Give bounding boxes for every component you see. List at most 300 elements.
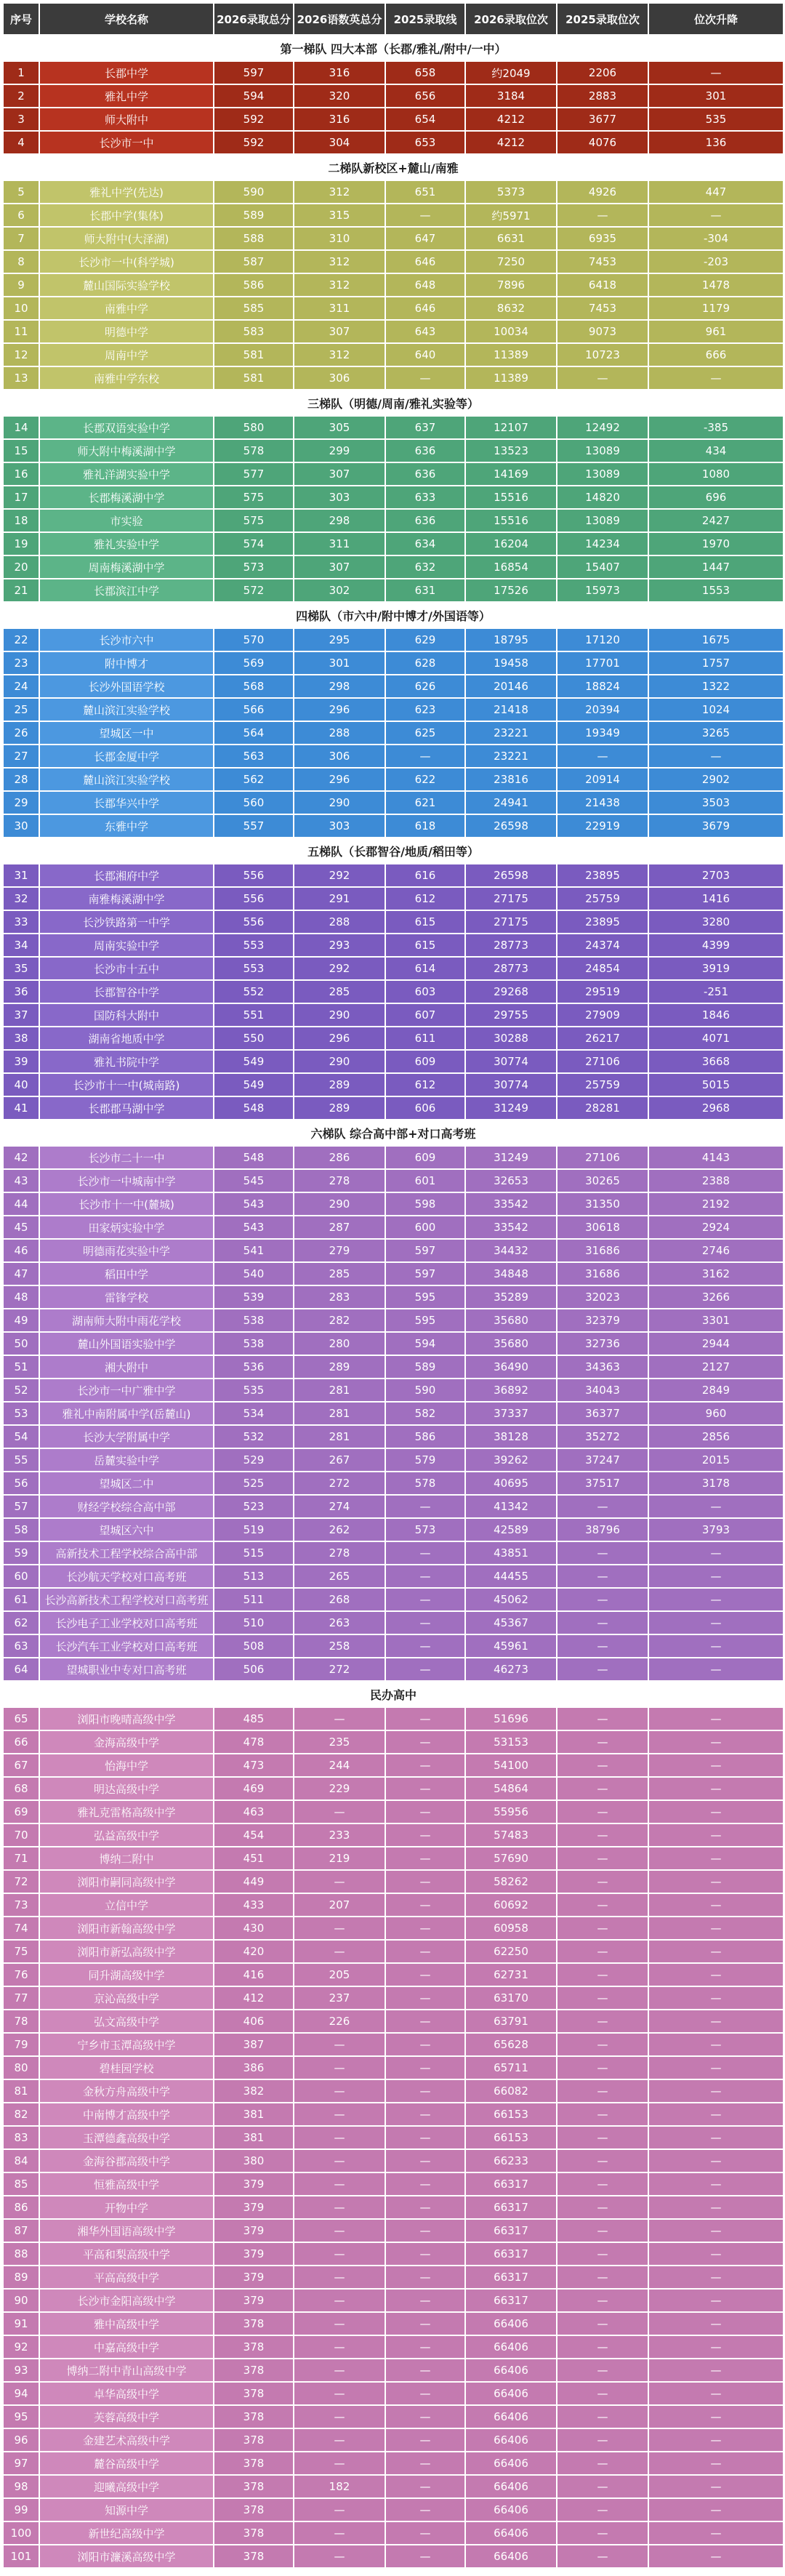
cell-cutoff-2025: — <box>385 2079 465 2103</box>
section-title: 四梯队（市六中/附中博才/外国语等） <box>3 602 784 628</box>
cell-rank-2026: 40695 <box>465 1472 557 1495</box>
cell-cutoff-2025: 607 <box>385 1003 465 1027</box>
cell-core-total-2026: 298 <box>294 509 385 532</box>
cell-core-total-2026: 274 <box>294 1495 385 1518</box>
cell-cutoff-2025: — <box>385 2103 465 2126</box>
cell-core-total-2026: 287 <box>294 1216 385 1239</box>
cell-core-total-2026: 292 <box>294 864 385 887</box>
cell-rank-2025: 2206 <box>557 61 648 84</box>
table-row <box>3 273 784 297</box>
cell-core-total-2026: 296 <box>294 1027 385 1050</box>
cell-rank-2026: 54864 <box>465 1777 557 1800</box>
cell-cutoff-2025: — <box>385 2219 465 2242</box>
cell-core-total-2026: 290 <box>294 791 385 814</box>
cell-cutoff-2025: — <box>385 2010 465 2033</box>
cell-core-total-2026: 315 <box>294 204 385 227</box>
cell-rank-2025: — <box>557 2428 648 2452</box>
cell-school-name: 长郡智谷中学 <box>39 980 214 1003</box>
cell-index: 8 <box>3 250 39 273</box>
table-row <box>3 84 784 108</box>
cell-core-total-2026: 272 <box>294 1658 385 1681</box>
cell-school-name: 雅礼中南附属中学(岳麓山) <box>39 1402 214 1425</box>
cell-core-total-2026: — <box>294 2382 385 2405</box>
cell-school-name: 雅礼中学 <box>39 84 214 108</box>
cell-rank-2025: 18824 <box>557 675 648 698</box>
cell-rank-2026: 30288 <box>465 1027 557 1050</box>
cell-total-2026: 378 <box>214 2405 294 2428</box>
cell-rank-2025: 21438 <box>557 791 648 814</box>
table-row <box>3 1541 784 1565</box>
cell-total-2026: 592 <box>214 131 294 154</box>
cell-rank-change: — <box>648 1986 784 2010</box>
cell-school-name: 雅礼洋湖实验中学 <box>39 462 214 486</box>
table-row <box>3 698 784 721</box>
cell-rank-2026: 66406 <box>465 2359 557 2382</box>
cell-rank-change: 2015 <box>648 1448 784 1472</box>
cell-rank-change: — <box>648 1800 784 1823</box>
cell-rank-2025: 10723 <box>557 343 648 366</box>
cell-index: 98 <box>3 2475 39 2498</box>
header-cell-total-2026: 2026录取总分 <box>214 3 294 35</box>
cell-core-total-2026: 303 <box>294 814 385 838</box>
cell-total-2026: 549 <box>214 1050 294 1073</box>
cell-rank-change: — <box>648 2056 784 2079</box>
cell-rank-2025: 13089 <box>557 462 648 486</box>
cell-rank-change: — <box>648 2521 784 2545</box>
cell-index: 21 <box>3 579 39 602</box>
cell-core-total-2026: 293 <box>294 934 385 957</box>
cell-total-2026: 379 <box>214 2242 294 2266</box>
cell-total-2026: 416 <box>214 1963 294 1986</box>
cell-index: 16 <box>3 462 39 486</box>
cell-index: 47 <box>3 1262 39 1285</box>
cell-index: 13 <box>3 366 39 390</box>
table-row <box>3 1823 784 1847</box>
cell-index: 18 <box>3 509 39 532</box>
cell-core-total-2026: 285 <box>294 1262 385 1285</box>
cell-rank-change: — <box>648 2196 784 2219</box>
cell-rank-2026: 41342 <box>465 1495 557 1518</box>
cell-core-total-2026: — <box>294 2079 385 2103</box>
cell-cutoff-2025: 636 <box>385 509 465 532</box>
table-row <box>3 1216 784 1239</box>
table-row <box>3 250 784 273</box>
cell-rank-change: — <box>648 1823 784 1847</box>
table-row <box>3 2126 784 2149</box>
cell-index: 4 <box>3 131 39 154</box>
cell-rank-change: -385 <box>648 416 784 439</box>
cell-cutoff-2025: — <box>385 2359 465 2382</box>
cell-cutoff-2025: — <box>385 2056 465 2079</box>
cell-rank-2026: 29755 <box>465 1003 557 1027</box>
cell-index: 44 <box>3 1192 39 1216</box>
cell-total-2026: 406 <box>214 2010 294 2033</box>
cell-school-name: 东雅中学 <box>39 814 214 838</box>
cell-rank-2025: — <box>557 2312 648 2335</box>
cell-cutoff-2025: 590 <box>385 1379 465 1402</box>
cell-cutoff-2025: 632 <box>385 555 465 579</box>
table-row <box>3 1730 784 1754</box>
header-row <box>3 3 784 35</box>
cell-rank-change: 3301 <box>648 1309 784 1332</box>
cell-rank-2026: 66406 <box>465 2452 557 2475</box>
cell-cutoff-2025: 631 <box>385 579 465 602</box>
cell-total-2026: 378 <box>214 2452 294 2475</box>
cell-rank-change: — <box>648 1541 784 1565</box>
cell-school-name: 南雅中学 <box>39 297 214 320</box>
cell-index: 34 <box>3 934 39 957</box>
cell-rank-change: — <box>648 1917 784 1940</box>
cell-core-total-2026: 307 <box>294 462 385 486</box>
cell-rank-2026: 11389 <box>465 343 557 366</box>
cell-total-2026: 469 <box>214 1777 294 1800</box>
table-row <box>3 2545 784 2568</box>
cell-rank-2025: — <box>557 2475 648 2498</box>
cell-cutoff-2025: 640 <box>385 343 465 366</box>
cell-cutoff-2025: 633 <box>385 486 465 509</box>
cell-rank-2026: 30774 <box>465 1073 557 1096</box>
cell-total-2026: 564 <box>214 721 294 745</box>
cell-total-2026: 563 <box>214 745 294 768</box>
table-row <box>3 2382 784 2405</box>
cell-rank-2025: 9073 <box>557 320 648 343</box>
cell-total-2026: 580 <box>214 416 294 439</box>
cell-school-name: 长沙航天学校对口高考班 <box>39 1565 214 1588</box>
cell-rank-2026: 66406 <box>465 2335 557 2359</box>
cell-index: 46 <box>3 1239 39 1262</box>
cell-total-2026: 573 <box>214 555 294 579</box>
cell-index: 32 <box>3 887 39 910</box>
cell-index: 88 <box>3 2242 39 2266</box>
cell-school-name: 国防科大附中 <box>39 1003 214 1027</box>
cell-cutoff-2025: 609 <box>385 1050 465 1073</box>
cell-school-name: 明德雨花实验中学 <box>39 1239 214 1262</box>
cell-rank-2025: — <box>557 1800 648 1823</box>
cell-core-total-2026: 229 <box>294 1777 385 1800</box>
cell-rank-change: — <box>648 1940 784 1963</box>
cell-rank-2026: 27175 <box>465 910 557 934</box>
cell-index: 31 <box>3 864 39 887</box>
cell-school-name: 长沙市金阳高级中学 <box>39 2289 214 2312</box>
cell-index: 29 <box>3 791 39 814</box>
cell-core-total-2026: 295 <box>294 628 385 651</box>
table-row <box>3 1870 784 1893</box>
cell-school-name: 金海谷郡高级中学 <box>39 2149 214 2172</box>
cell-index: 72 <box>3 1870 39 1893</box>
cell-core-total-2026: 263 <box>294 1611 385 1634</box>
table-row <box>3 2149 784 2172</box>
cell-rank-2026: 35680 <box>465 1332 557 1355</box>
cell-rank-change: — <box>648 2498 784 2521</box>
cell-core-total-2026: 316 <box>294 108 385 131</box>
cell-rank-change: 535 <box>648 108 784 131</box>
cell-index: 67 <box>3 1754 39 1777</box>
cell-rank-change: — <box>648 2219 784 2242</box>
cell-cutoff-2025: 634 <box>385 532 465 555</box>
cell-total-2026: 556 <box>214 887 294 910</box>
cell-core-total-2026: 226 <box>294 2010 385 2033</box>
cell-cutoff-2025: — <box>385 2126 465 2149</box>
table-row <box>3 1917 784 1940</box>
cell-rank-2026: 65711 <box>465 2056 557 2079</box>
cell-index: 1 <box>3 61 39 84</box>
cell-rank-2026: 37337 <box>465 1402 557 1425</box>
cell-school-name: 博纳二附中青山高级中学 <box>39 2359 214 2382</box>
cell-school-name: 开物中学 <box>39 2196 214 2219</box>
cell-rank-2025: 23895 <box>557 910 648 934</box>
cell-cutoff-2025: 643 <box>385 320 465 343</box>
table-row <box>3 2266 784 2289</box>
cell-total-2026: 568 <box>214 675 294 698</box>
cell-index: 30 <box>3 814 39 838</box>
cell-rank-change: — <box>648 1658 784 1681</box>
cell-rank-2025: — <box>557 1870 648 1893</box>
cell-rank-2026: 约2049 <box>465 61 557 84</box>
cell-rank-2025: 7453 <box>557 297 648 320</box>
cell-school-name: 玉潭德鑫高级中学 <box>39 2126 214 2149</box>
cell-rank-2026: 33542 <box>465 1216 557 1239</box>
cell-rank-change: — <box>648 1730 784 1754</box>
cell-index: 83 <box>3 2126 39 2149</box>
cell-cutoff-2025: 622 <box>385 768 465 791</box>
cell-cutoff-2025: — <box>385 1800 465 1823</box>
cell-index: 95 <box>3 2405 39 2428</box>
cell-index: 25 <box>3 698 39 721</box>
cell-school-name: 湘大附中 <box>39 1355 214 1379</box>
cell-index: 97 <box>3 2452 39 2475</box>
cell-core-total-2026: 282 <box>294 1309 385 1332</box>
cell-cutoff-2025: — <box>385 2428 465 2452</box>
cell-rank-2026: 18795 <box>465 628 557 651</box>
cell-school-name: 长沙市二十一中 <box>39 1146 214 1169</box>
cell-index: 17 <box>3 486 39 509</box>
cell-rank-2026: 31249 <box>465 1096 557 1120</box>
cell-school-name: 知源中学 <box>39 2498 214 2521</box>
cell-index: 37 <box>3 1003 39 1027</box>
cell-rank-2025: — <box>557 2382 648 2405</box>
cell-rank-change: — <box>648 2452 784 2475</box>
cell-school-name: 望城职业中专对口高考班 <box>39 1658 214 1681</box>
cell-rank-2026: 34432 <box>465 1239 557 1262</box>
cell-total-2026: 575 <box>214 486 294 509</box>
cell-rank-2026: 66233 <box>465 2149 557 2172</box>
table-row <box>3 2103 784 2126</box>
admission-score-table <box>2 2 784 2569</box>
cell-school-name: 周南中学 <box>39 343 214 366</box>
cell-rank-2025: — <box>557 2126 648 2149</box>
table-row <box>3 2219 784 2242</box>
cell-rank-2025: 7453 <box>557 250 648 273</box>
cell-cutoff-2025: — <box>385 1565 465 1588</box>
cell-school-name: 雷锋学校 <box>39 1285 214 1309</box>
cell-core-total-2026: — <box>294 2266 385 2289</box>
cell-rank-2026: 57690 <box>465 1847 557 1870</box>
cell-rank-change: 696 <box>648 486 784 509</box>
cell-rank-2026: 66406 <box>465 2382 557 2405</box>
cell-rank-2025: — <box>557 2219 648 2242</box>
cell-total-2026: 451 <box>214 1847 294 1870</box>
cell-rank-change: — <box>648 366 784 390</box>
cell-rank-2025: — <box>557 1588 648 1611</box>
table-row <box>3 1893 784 1917</box>
cell-rank-change: — <box>648 1847 784 1870</box>
cell-rank-2026: 54100 <box>465 1754 557 1777</box>
cell-cutoff-2025: 611 <box>385 1027 465 1050</box>
table-row <box>3 1309 784 1332</box>
cell-cutoff-2025: — <box>385 1823 465 1847</box>
cell-core-total-2026: 278 <box>294 1169 385 1192</box>
cell-rank-change: 1179 <box>648 297 784 320</box>
cell-rank-change: 3178 <box>648 1472 784 1495</box>
cell-rank-change: 666 <box>648 343 784 366</box>
cell-rank-2025: — <box>557 2452 648 2475</box>
cell-school-name: 恒雅高级中学 <box>39 2172 214 2196</box>
cell-rank-2026: 6631 <box>465 227 557 250</box>
cell-rank-2025: — <box>557 2498 648 2521</box>
cell-school-name: 附中博才 <box>39 651 214 675</box>
cell-total-2026: 536 <box>214 1355 294 1379</box>
cell-rank-2025: — <box>557 2196 648 2219</box>
cell-cutoff-2025: 615 <box>385 934 465 957</box>
cell-rank-2025: — <box>557 2056 648 2079</box>
cell-rank-change: — <box>648 2242 784 2266</box>
cell-total-2026: 550 <box>214 1027 294 1050</box>
cell-core-total-2026: — <box>294 2405 385 2428</box>
cell-rank-2025: 31686 <box>557 1262 648 1285</box>
cell-core-total-2026: 281 <box>294 1379 385 1402</box>
cell-rank-2026: 66317 <box>465 2196 557 2219</box>
cell-cutoff-2025: 623 <box>385 698 465 721</box>
cell-index: 6 <box>3 204 39 227</box>
cell-rank-change: 301 <box>648 84 784 108</box>
cell-school-name: 浏阳市新翰高级中学 <box>39 1917 214 1940</box>
cell-cutoff-2025: — <box>385 2521 465 2545</box>
cell-core-total-2026: 278 <box>294 1541 385 1565</box>
cell-rank-2025: — <box>557 1823 648 1847</box>
cell-total-2026: 382 <box>214 2079 294 2103</box>
cell-rank-2025: 37517 <box>557 1472 648 1495</box>
cell-rank-2025: 6935 <box>557 227 648 250</box>
cell-rank-change: — <box>648 1777 784 1800</box>
cell-rank-change: 1024 <box>648 698 784 721</box>
cell-school-name: 长沙铁路第一中学 <box>39 910 214 934</box>
cell-index: 20 <box>3 555 39 579</box>
cell-cutoff-2025: — <box>385 2498 465 2521</box>
cell-rank-change: 2924 <box>648 1216 784 1239</box>
cell-school-name: 弘文高级中学 <box>39 2010 214 2033</box>
cell-cutoff-2025: — <box>385 2382 465 2405</box>
cell-cutoff-2025: 597 <box>385 1239 465 1262</box>
cell-rank-2025: 31350 <box>557 1192 648 1216</box>
table-row <box>3 204 784 227</box>
cell-core-total-2026: 306 <box>294 745 385 768</box>
table-row <box>3 2242 784 2266</box>
cell-cutoff-2025: — <box>385 2033 465 2056</box>
cell-core-total-2026: — <box>294 2126 385 2149</box>
cell-core-total-2026: — <box>294 1707 385 1730</box>
cell-core-total-2026: 296 <box>294 698 385 721</box>
cell-core-total-2026: 292 <box>294 957 385 980</box>
table-row <box>3 320 784 343</box>
cell-rank-2026: 4212 <box>465 108 557 131</box>
cell-school-name: 望城区二中 <box>39 1472 214 1495</box>
cell-school-name: 周南实验中学 <box>39 934 214 957</box>
cell-rank-change: -251 <box>648 980 784 1003</box>
cell-total-2026: 519 <box>214 1518 294 1541</box>
cell-school-name: 长沙市六中 <box>39 628 214 651</box>
cell-rank-2025: 37247 <box>557 1448 648 1472</box>
cell-school-name: 麓山外国语实验中学 <box>39 1332 214 1355</box>
cell-cutoff-2025: — <box>385 2405 465 2428</box>
cell-rank-2025: 31686 <box>557 1239 648 1262</box>
cell-core-total-2026: 307 <box>294 320 385 343</box>
cell-rank-2025: — <box>557 1565 648 1588</box>
cell-core-total-2026: 267 <box>294 1448 385 1472</box>
cell-total-2026: 379 <box>214 2266 294 2289</box>
cell-cutoff-2025: — <box>385 2172 465 2196</box>
cell-rank-change: — <box>648 1588 784 1611</box>
cell-total-2026: 585 <box>214 297 294 320</box>
cell-school-name: 新世纪高级中学 <box>39 2521 214 2545</box>
section-title: 民办高中 <box>3 1681 784 1707</box>
cell-core-total-2026: — <box>294 1940 385 1963</box>
cell-rank-2025: — <box>557 2545 648 2568</box>
table-row <box>3 1986 784 2010</box>
cell-core-total-2026: 316 <box>294 61 385 84</box>
cell-school-name: 师大附中 <box>39 108 214 131</box>
cell-school-name: 浏阳市嗣同高级中学 <box>39 1870 214 1893</box>
cell-core-total-2026: — <box>294 2335 385 2359</box>
table-row <box>3 2475 784 2498</box>
cell-total-2026: 557 <box>214 814 294 838</box>
cell-rank-2025: 27106 <box>557 1146 648 1169</box>
cell-index: 100 <box>3 2521 39 2545</box>
cell-core-total-2026: 235 <box>294 1730 385 1754</box>
cell-rank-change: 2192 <box>648 1192 784 1216</box>
cell-rank-2026: 66406 <box>465 2475 557 2498</box>
table-row <box>3 2312 784 2335</box>
cell-rank-2026: 46273 <box>465 1658 557 1681</box>
cell-rank-2025: 15407 <box>557 555 648 579</box>
cell-core-total-2026: 285 <box>294 980 385 1003</box>
cell-cutoff-2025: 648 <box>385 273 465 297</box>
cell-school-name: 长郡华兴中学 <box>39 791 214 814</box>
cell-rank-change: 1416 <box>648 887 784 910</box>
cell-index: 77 <box>3 1986 39 2010</box>
cell-index: 27 <box>3 745 39 768</box>
cell-index: 90 <box>3 2289 39 2312</box>
table-row <box>3 651 784 675</box>
cell-index: 64 <box>3 1658 39 1681</box>
cell-rank-change: — <box>648 2405 784 2428</box>
section-title: 三梯队（明德/周南/雅礼实验等） <box>3 390 784 416</box>
cell-cutoff-2025: — <box>385 1588 465 1611</box>
cell-index: 40 <box>3 1073 39 1096</box>
table-row <box>3 1332 784 1355</box>
cell-school-name: 稻田中学 <box>39 1262 214 1285</box>
cell-rank-2025: 35272 <box>557 1425 648 1448</box>
cell-rank-change: 960 <box>648 1402 784 1425</box>
table-row <box>3 864 784 887</box>
cell-total-2026: 549 <box>214 1073 294 1096</box>
cell-cutoff-2025: — <box>385 1495 465 1518</box>
cell-rank-change: 136 <box>648 131 784 154</box>
cell-total-2026: 420 <box>214 1940 294 1963</box>
cell-index: 55 <box>3 1448 39 1472</box>
cell-cutoff-2025: 646 <box>385 250 465 273</box>
cell-index: 57 <box>3 1495 39 1518</box>
cell-rank-2025: — <box>557 2172 648 2196</box>
